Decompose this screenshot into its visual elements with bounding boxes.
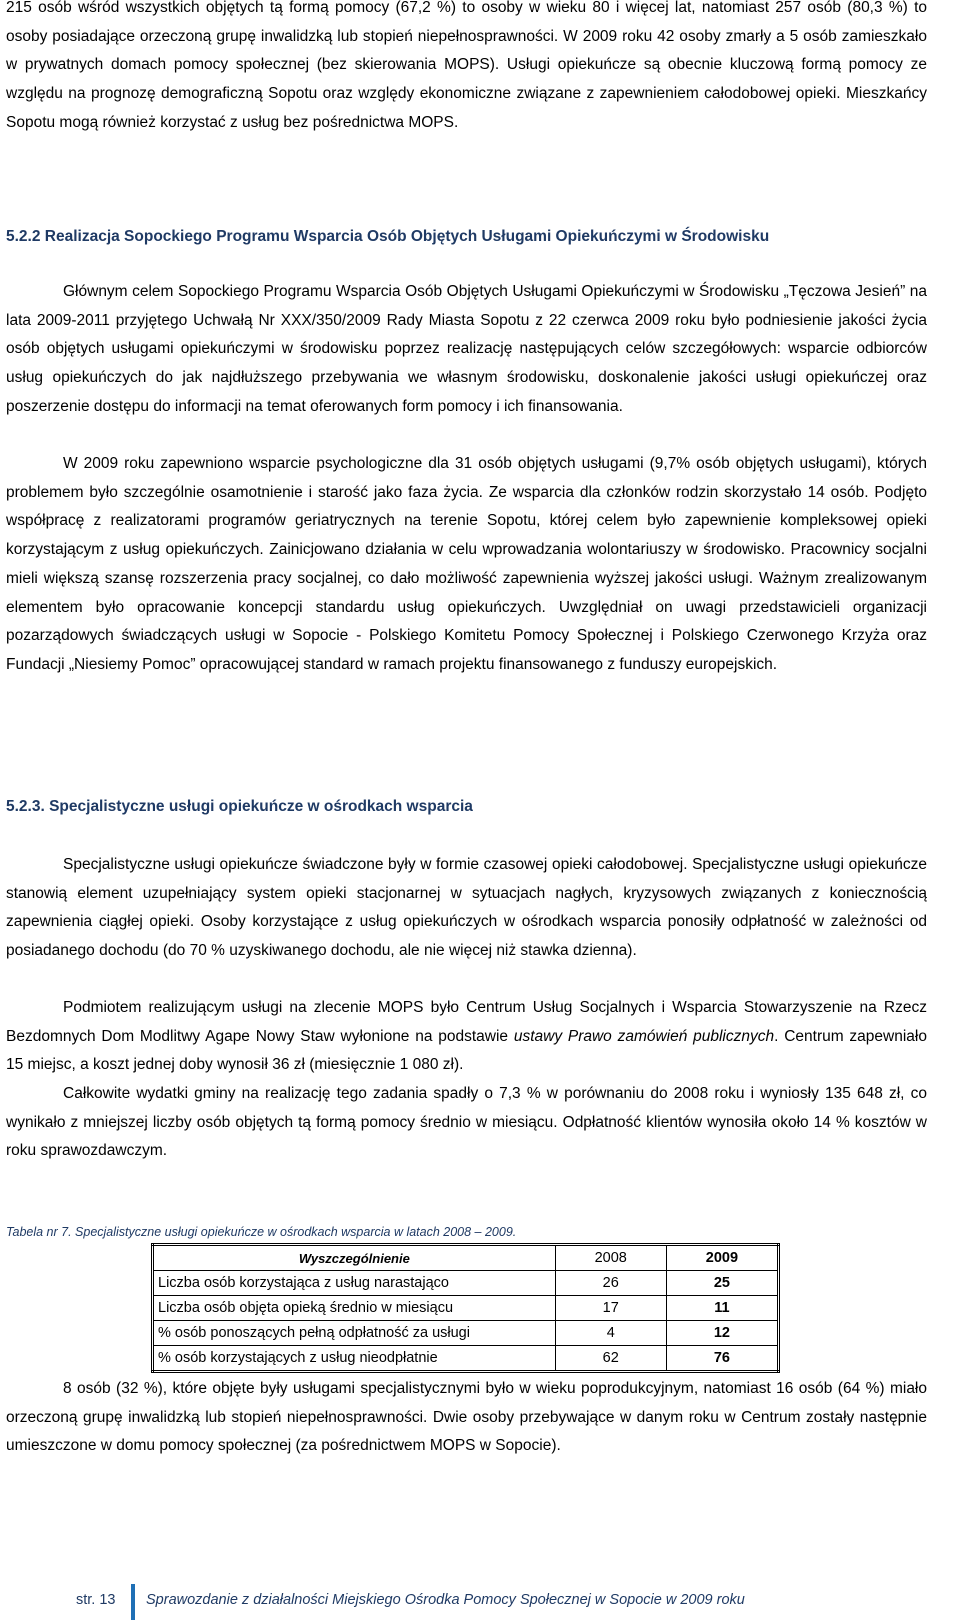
paragraph-post-working-age: 8 osób (32 %), które objęte były usługami specjalistycznymi było w wieku poprodukcyjnym, natomiast 16 osób (64 %) miało orzeczoną grupę inwalidzką lub stopień niepełnosprawności. Dwie osoby przebywające w danym roku w Centrum zostały następnie umieszczone w domu pomocy społecznej (za pośrednictwem MOPS w Sopocie). — [6, 1380, 927, 1455]
paragraph-service-recipients: 215 osób wśród wszystkich objętych tą formą pomocy (67,2 %) to osoby w wieku 80 i więcej lat, natomiast 257 osób (80,3 %) to osoby posiadające orzeczoną grupę inwalidzką lub stopień niepełnosprawności. W 2009 roku 42 osoby zmarły a 5 osób zamieszkało w prywatnych domach pomocy społecznej (bez skierowania MOPS). Usługi opiekuńcze są obecnie kluczową formą pomocy ze względu na prognozę demograficzną Sopotu oraz względy ekonomiczne związane z zapewnieniem całodobowej opieki. Mieszkańcy Sopotu mogą również korzystać z usług bez pośrednictwa MOPS. — [6, 0, 927, 131]
value-2009: 25 — [666, 1271, 778, 1296]
row-label: Liczba osób objęta opieką średnio w miesiącu — [153, 1296, 556, 1321]
paragraph-service-provider — [6, 994, 927, 1080]
section-heading-5-2-2: 5.2.2 Realizacja Sopockiego Programu Wsparcia Osób Objętych Usługami Opiekuńczymi w Środowisku — [6, 228, 770, 245]
paragraph-psychological-support: W 2009 roku zapewniono wsparcie psychologiczne dla 31 osób objętych usługami (9,7% osób objętych usługami), których problemem było szczególnie osamotnienie i starość jako faza życia. Ze wsparcia dla członków rodzin skorzystało 14 osób. Podjęto współpracę z realizatorami programów geriatrycznych na terenie Sopotu, której celem było zapewnienie kompleksowej opieki korzystającym z usług opiekuńczych. Zainicjowano działania w celu wprowadzania wolontariuszy w środowisko. Pracownicy socjalni mieli większą szansę rozszerzenia pracy socjalnej, co dało możliwość zapewnienia wyższej jakości usługi. Ważnym zrealizowanym elementem było opracowanie koncepcji standardu usług opiekuńczych. Uwzględniał on uwagi przedstawicieli organizacji pozarządowych świadczących usługi w Sopocie - Polskiego Komitetu Pomocy Społecznej i Polskiego Czerwonego Krzyża oraz Fundacji „Niesiemy Pomoc” opracowującej standard w ramach projektu finansowanego z funduszy europejskich. — [6, 455, 927, 673]
table-header-row — [153, 1245, 779, 1271]
table-caption: Tabela nr 7. Specjalistyczne usługi opiekuńcze w ośrodkach wsparcia w latach 2008 – 2009. — [6, 1225, 517, 1239]
table-header-2008: 2008 — [555, 1245, 666, 1271]
procurement-law-reference: ustawy Prawo zamówień publicznych — [513, 1027, 775, 1045]
value-2008: 17 — [555, 1296, 666, 1321]
table-row — [153, 1296, 779, 1321]
page-number: str. 13 — [76, 1592, 116, 1608]
value-2008: 26 — [555, 1271, 666, 1296]
row-label: % osób ponoszących pełną odpłatność za usługi — [153, 1321, 556, 1346]
value-2008: 62 — [555, 1346, 666, 1372]
value-2009: 12 — [666, 1321, 778, 1346]
table-row — [153, 1346, 779, 1372]
value-2008: 4 — [555, 1321, 666, 1346]
row-label: Liczba osób korzystająca z usług narastająco — [153, 1271, 556, 1296]
section-heading-5-2-3: 5.2.3. Specjalistyczne usługi opiekuńcze w ośrodkach wsparcia — [6, 798, 473, 815]
provider-text-end: . Centrum zapewniało 15 miejsc, a koszt jednej doby wynosił 36 zł (miesięcznie 1 080 zł). — [6, 1027, 927, 1074]
statistics-table — [151, 1243, 780, 1373]
footer-divider — [131, 1584, 135, 1620]
table-row — [153, 1271, 779, 1296]
paragraph-specialist-services: Specjalistyczne usługi opiekuńcze świadczone były w formie czasowej opieki całodobowej. Specjalistyczne usługi opiekuńcze stanowią element uzupełniający system opieki stacjonarnej w sytuacjach nagłych, kryzysowych związanych z koniecznością zapewnienia ciągłej opieki. Osoby korzystające z usług opiekuńczych w ośrodkach wsparcia ponosiły odpłatność w zależności od posiadanego dochodu (do 70 % uzyskiwanego dochodu, ale nie więcej niż stawka dzienna). — [6, 856, 927, 960]
table-header-2009: 2009 — [666, 1245, 778, 1271]
paragraph-municipal-expenses: Całkowite wydatki gminy na realizację tego zadania spadły o 7,3 % w porównaniu do 2008 roku i wyniosły 135 648 zł, co wynikało z mniejszej liczby osób objętych tą formą pomocy średnio w miesiącu. Odpłatność klientów wynosiła około 14 % kosztów w roku sprawozdawczym. — [6, 1085, 927, 1160]
table-row — [153, 1321, 779, 1346]
table-header-item: Wyszczególnienie — [153, 1245, 556, 1271]
value-2009: 11 — [666, 1296, 778, 1321]
paragraph-program-goal: Głównym celem Sopockiego Programu Wsparcia Osób Objętych Usługami Opiekuńczymi w Środowisku „Tęczowa Jesień” na lata 2009-2011 przyjętego Uchwałą Nr XXX/350/2009 Rady Miasta Sopotu z 22 czerwca 2009 roku było podniesienie jakości życia osób objętych usługami opiekuńczymi w środowisku poprzez realizację następujących celów szczegółowych: wsparcie odbiorców usług opiekuńczych do jak najdłuższego przebywania we własnym środowisku, doskonalenie jakości usługi opiekuńczej oraz poszerzenie dostępu do informacji na temat oferowanych form pomocy i ich finansowania. — [6, 283, 927, 415]
row-label: % osób korzystających z usług nieodpłatnie — [153, 1346, 556, 1372]
value-2009: 76 — [666, 1346, 778, 1372]
footer-document-title: Sprawozdanie z działalności Miejskiego Ośrodka Pomocy Społecznej w Sopocie w 2009 roku — [146, 1592, 745, 1608]
page-footer — [0, 1584, 960, 1620]
provider-text-start: Podmiotem realizującym usługi na zlecenie MOPS było Centrum Usług Socjalnych i Wsparcia Stowarzyszenie na Rzecz Bezdomnych Dom Modlitwy Agape Nowy Staw wyłonione na podstawie — [6, 999, 927, 1045]
